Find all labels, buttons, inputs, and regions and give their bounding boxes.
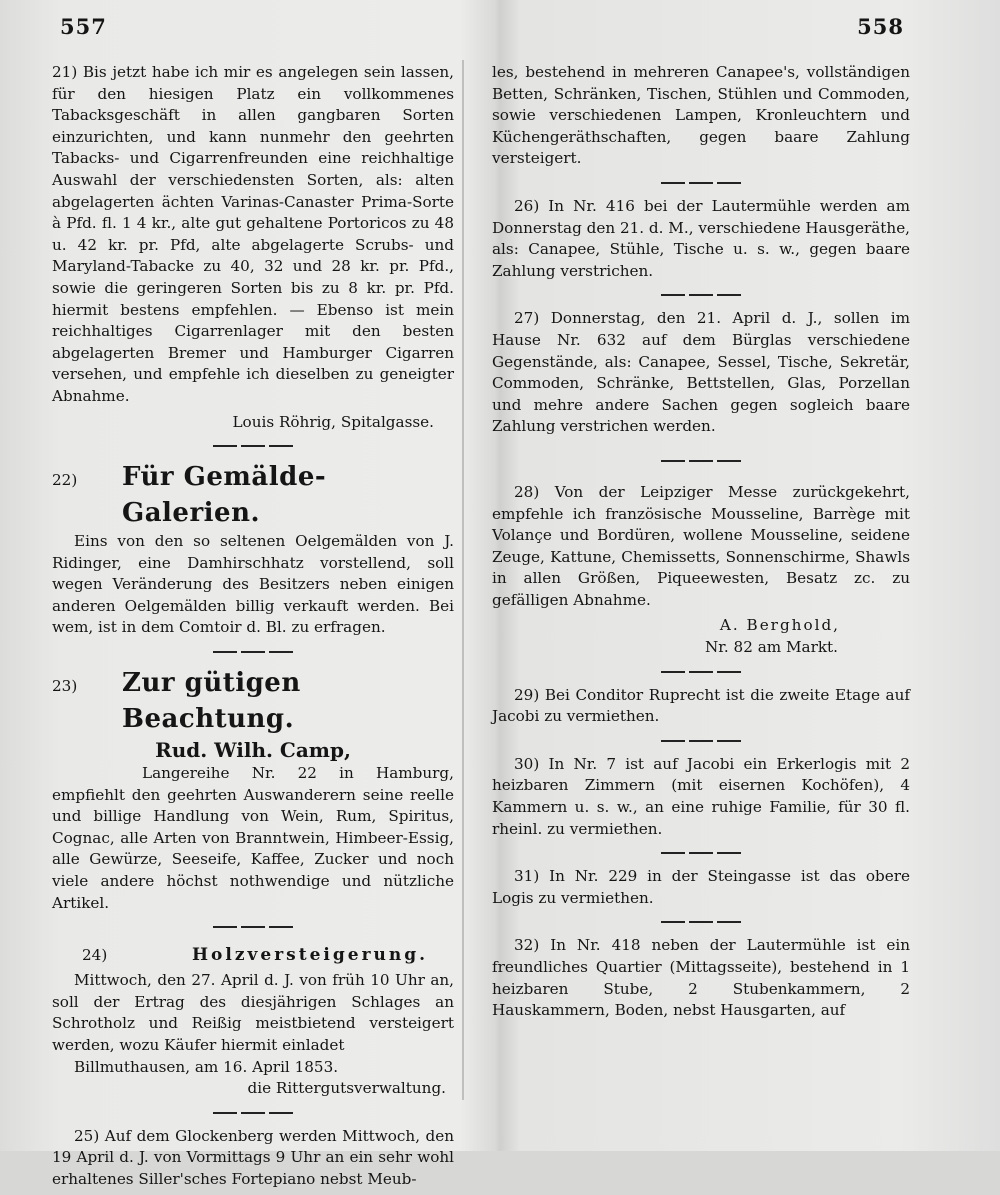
notice-23-text: Langereihe Nr. 22 in Hamburg, empfiehlt den geehrten Auswanderern seine reelle und billige Handlung von Wein, Rum, Spiritus, Cognac, alle Arten von Branntwein, Himbeer-Essig, alle Gewürze, Seeseife, Kaffee, Zucker und noch viele andere höchst nothwendige und nützliche Artikel.: [52, 764, 454, 912]
separator-rule: [661, 294, 741, 296]
separator-rule: [661, 460, 741, 462]
notice-24-number: 24): [82, 946, 108, 965]
notice-24-place-date: Billmuthausen, am 16. April 1853.: [74, 1057, 339, 1076]
notice-24-signature: die Rittergutsverwaltung.: [247, 1079, 446, 1098]
separator-rule: [213, 1112, 293, 1114]
notice-25-text: 25) Auf dem Glockenberg werden Mittwoch, den 19 April d. J. von Vormittags 9 Uhr an ein sehr wohl erhaltenes Siller'sches Fortepiano nebst Meub-: [52, 1126, 454, 1188]
notice-24-heading: Holzversteigerung.: [192, 945, 429, 966]
notice-26-text: 26) In Nr. 416 bei der Lautermühle werden am Donnerstag den 21. d. M., verschiedene Hausgeräthe, als: Canapee, Stühle, Tische u. s. w., gegen baare Zahlung verstrichen.: [492, 196, 911, 280]
separator-rule: [213, 651, 293, 653]
notice-24-text: Mittwoch, den 27. April d. J. von früh 10 Uhr an, soll der Ertrag des diesjährigen Schlages an Schrotholz und Reißig meistbietend versteigert werden, wozu Käufer hiermit einladet: [52, 971, 454, 1054]
right-column: [492, 62, 910, 1026]
notice-30-text: 30) In Nr. 7 ist auf Jacobi ein Erkerlogis mit 2 heizbaren Zimmern (mit eisernen Kochöfen), 4 Kammern u. s. w., an eine ruhige Familie, für 30 fl. rheinl. zu vermiethen.: [492, 754, 910, 838]
notice-23-heading-row: [52, 665, 454, 737]
notice-29-text: 29) Bei Conditor Ruprecht ist die zweite Etage auf Jacobi zu vermiethen.: [492, 685, 910, 726]
separator-rule: [661, 671, 741, 673]
separator-rule: [661, 740, 741, 742]
separator-rule: [213, 445, 293, 447]
notice-28-signature-name: A. Berghold,: [719, 616, 840, 635]
notice-31-text: 31) In Nr. 229 in der Steingasse ist das obere Logis zu vermiethen.: [492, 867, 910, 907]
notice-24-heading-row: [52, 940, 454, 970]
page-number-left: 557: [60, 14, 107, 39]
notice-25-continuation: les, bestehend in mehreren Canapee's, vollständigen Betten, Schränken, Tischen, Stühlen und Commoden, sowie verschiedenen Lampen, Kronleuchtern und Küchengeräthschaften, gegen baare Zahlung versteigert.: [492, 63, 910, 168]
notice-22-heading-row: [52, 459, 454, 531]
notice-21-text: 21) Bis jetzt habe ich mir es angelegen sein lassen, für den hiesigen Platz ein vollkommenes Tabacksgeschäft in allen gangbaren Sorten einzurichten, und kann nunmehr den geehrten Tabacks- und Cigarrenfreunden eine reichhaltige Auswahl der verschiedensten Sorten, als: alten abgelagerten ächten Varinas-Canaster Prima-Sorte à Pfd. fl. 1 4 kr., alte gut gehaltene Portoricos zu 48 u. 42 kr. pr. Pfd, alte abgelagerte Scrubs- und Maryland-Tabacke zu 40, 32 und 28 kr. pr. Pfd., sowie die geringeren Sorten bis zu 8 kr. pr. Pfd. hiermit bestens empfehlen. — Ebenso ist mein reichhaltiges Cigarrenlager mit den besten abgelagerten Bremer und Hamburger Cigarren versehen, und empfehle ich dieselben zu geneigter Abnahme.: [52, 63, 454, 405]
notice-22-heading: Für Gemälde-Galerien.: [122, 462, 327, 529]
separator-rule: [661, 852, 741, 854]
notice-28-signature-address: Nr. 82 am Markt.: [705, 638, 838, 657]
notice-22-number: 22): [52, 471, 78, 490]
page-number-right: 558: [857, 14, 904, 39]
notice-21-signature: Louis Röhrig, Spitalgasse.: [232, 412, 434, 431]
notice-23-heading: Zur gütigen Beachtung.: [122, 668, 301, 735]
separator-rule: [661, 182, 741, 184]
page-gutter: [462, 60, 464, 1100]
left-column: [52, 62, 454, 1195]
notice-32-text: 32) In Nr. 418 neben der Lautermühle ist ein freundliches Quartier (Mittagsseite), bestehend in 1 heizbaren Stube, 2 Stubenkammern, 2 Hauskammern, Boden, nebst Hausgarten, auf: [492, 936, 910, 1020]
notice-28-text: 28) Von der Leipziger Messe zurückgekehrt, empfehle ich französische Mousseline, Barrège mit Volançe und Bordüren, wollene Mousseline, seidene Zeuge, Kattune, Chemissetts, Sonnenschirme, Shawls in allen Größen, Piqueewesten, Besatz zc. zu gefälligen Abnahme.: [492, 482, 910, 609]
separator-rule: [213, 926, 293, 928]
notice-27-text: 27) Donnerstag, den 21. April d. J., sollen im Hause Nr. 632 auf dem Bürglas verschiedene Gegenstände, als: Canapee, Sessel, Tische, Sekretär, Commoden, Schränke, Bettstellen, Glas, Porzellan und mehre andere Sachen gegen sogleich baare Zahlung verstrichen werden.: [492, 309, 910, 436]
notice-22-text: Eins von den so seltenen Oelgemälden von J. Ridinger, eine Damhirschhatz vorstellend, soll wegen Veränderung des Besitzers neben einigen anderen Oelgemälden billig verkauft werden. Bei wem, ist in dem Comtoir d. Bl. zu erfragen.: [52, 532, 454, 637]
separator-rule: [661, 921, 741, 923]
notice-23-firm: Rud. Wilh. Camp,: [155, 738, 351, 763]
notice-23-number: 23): [52, 677, 78, 696]
